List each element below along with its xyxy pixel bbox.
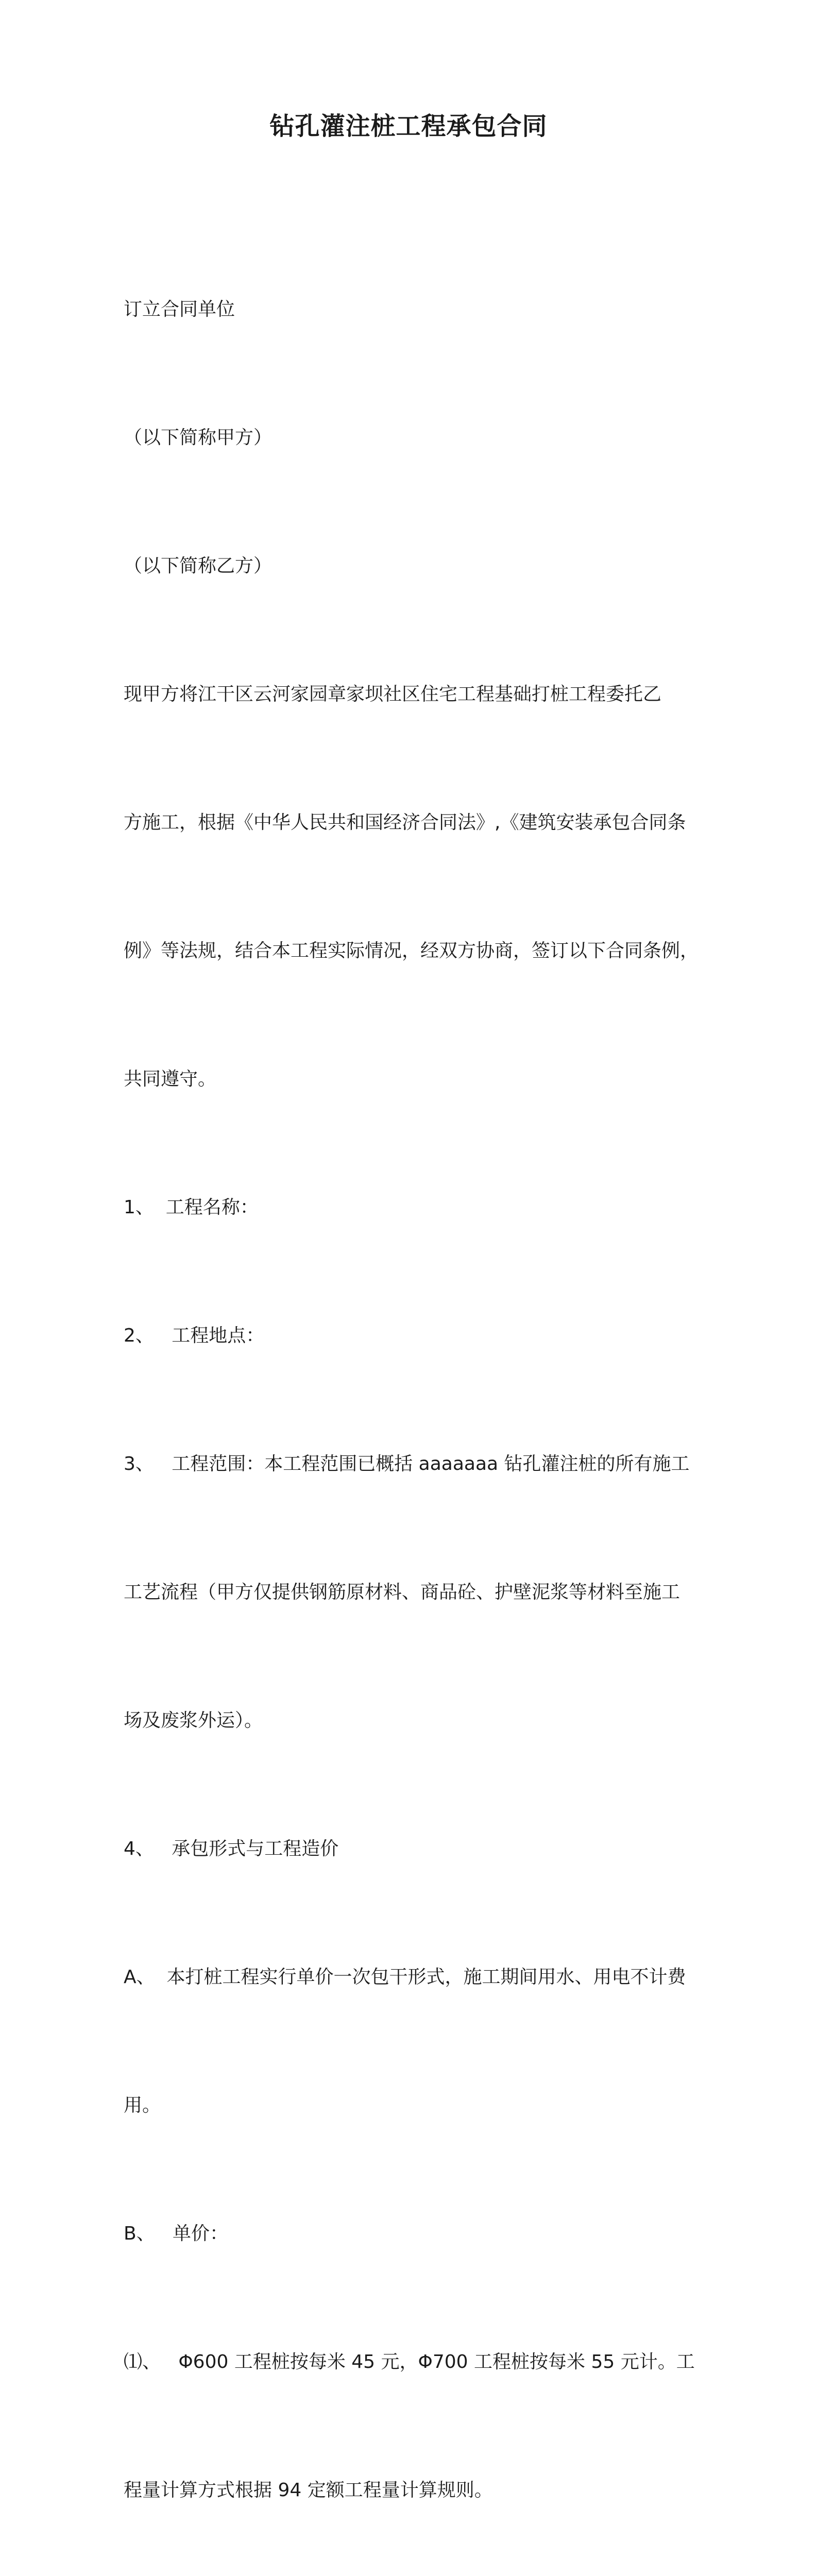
paragraph-line: 现甲方将江干区云河家园章家坝社区住宅工程基础打桩工程委托乙 — [124, 684, 662, 705]
clause-line: B、 单价： — [124, 2223, 229, 2244]
document-title: 钻孔灌注桩工程承包合同 — [269, 112, 548, 141]
document-body — [124, 202, 699, 2576]
paragraph-line: 例》等法规，结合本工程实际情况，经双方协商，签订以下合同条例， — [124, 940, 699, 961]
paragraph-line: 方施工，根据《中华人民共和国经济合同法》,《建筑安装承包合同条 — [124, 812, 686, 833]
clause-line: 工艺流程（甲方仅提供钢筋原材料、商品砼、护壁泥浆等材料至施工 — [124, 1582, 680, 1603]
clause-line: 程量计算方式根据 94 定额工程量计算规则。 — [124, 2480, 493, 2501]
paragraph-line: 共同遵守。 — [124, 1069, 217, 1090]
clause-line: 3、 工程范围：本工程范围已概括 aaaaaaa 钻孔灌注桩的所有施工 — [124, 1453, 690, 1475]
clause-line: 场及废浆外运）。 — [124, 1710, 263, 1731]
clause-line: 2、 工程地点： — [124, 1325, 265, 1346]
clause-line: ⑴、 Φ600 工程桩按每米 45 元，Φ700 工程桩按每米 55 元计。工 — [124, 2351, 695, 2372]
clause-line: 用。 — [124, 2095, 161, 2116]
party-a-line: （以下简称甲方） — [124, 427, 273, 448]
party-b-line: （以下简称乙方） — [124, 555, 273, 577]
clause-line: A、 本打桩工程实行单价一次包干形式，施工期间用水、用电不计费 — [124, 1967, 686, 1988]
contract-parties-line: 订立合同单位 — [124, 299, 235, 320]
clause-line: 4、 承包形式与工程造价 — [124, 1838, 339, 1859]
clause-line: 1、 工程名称： — [124, 1197, 259, 1218]
